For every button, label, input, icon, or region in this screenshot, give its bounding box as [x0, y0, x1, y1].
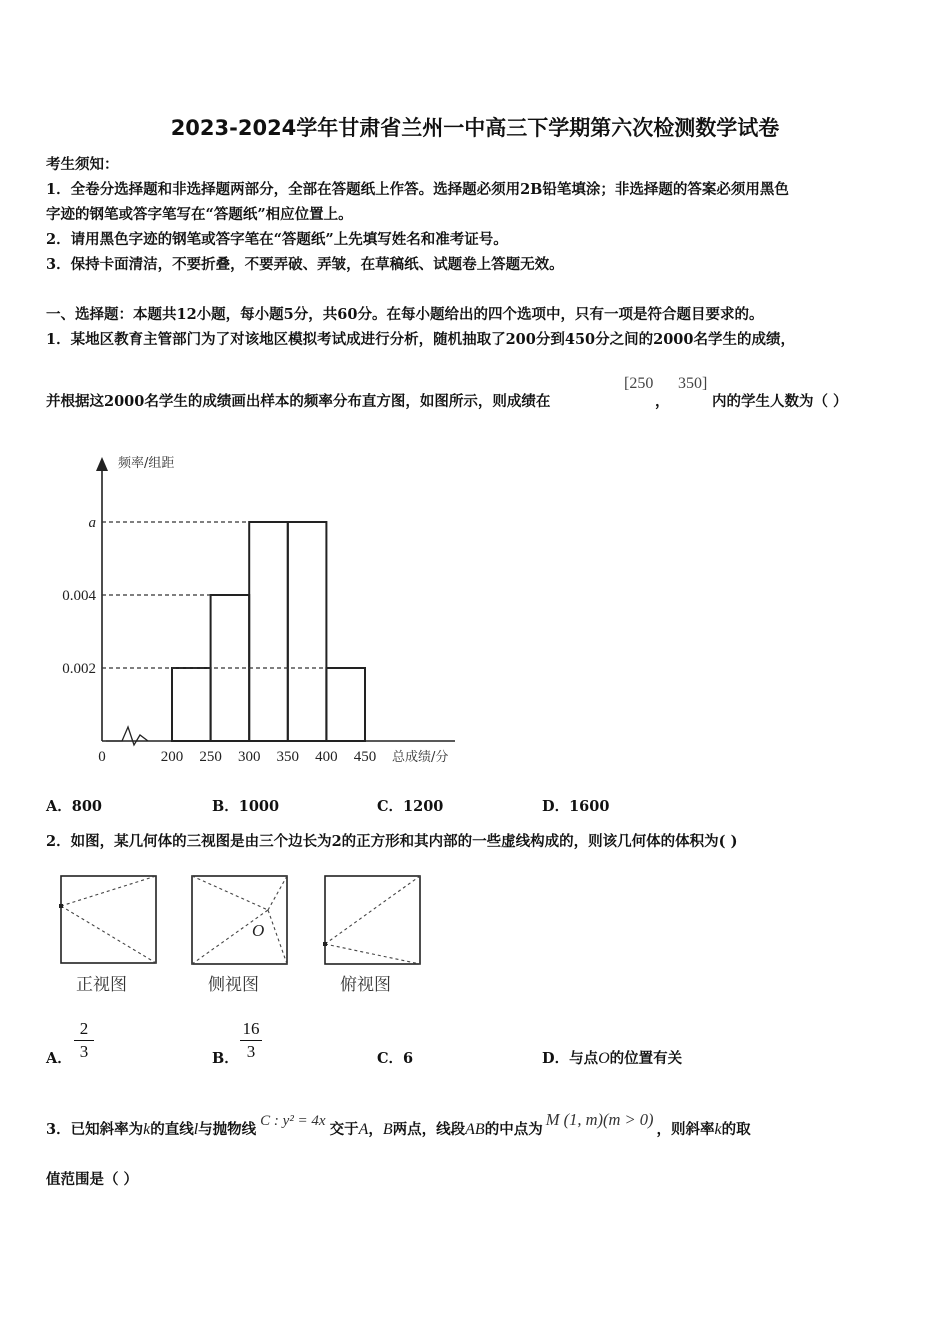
top-view-diagram: [320, 872, 426, 968]
q3-parabola-formula: C : y² = 4x: [260, 1113, 326, 1129]
q2-option-c[interactable]: C．6: [377, 1050, 414, 1067]
q3-text-part: 的取: [721, 1121, 751, 1138]
q3-var-k: k: [143, 1121, 151, 1138]
notice-item-2: 2．请用黑色字迹的钢笔或答字笔在“答题纸”上先填写姓名和准考证号。: [46, 231, 508, 248]
histogram-bar: [249, 522, 288, 741]
q3-text-part: ，则斜率: [656, 1121, 715, 1138]
notice-heading: 考生须知：: [46, 156, 119, 173]
x-tick-label: 400: [315, 749, 338, 765]
q2-option-b-fraction: [240, 1019, 262, 1062]
histogram-bar: [288, 522, 327, 741]
q2-option-a[interactable]: A．: [46, 1050, 72, 1067]
q2-option-d-point: O: [598, 1050, 610, 1067]
q3-text-part: 交于: [329, 1121, 359, 1138]
point-o-label: O: [252, 921, 265, 940]
q2-option-d-suffix: 的位置有关: [609, 1050, 683, 1067]
top-view-label: 俯视图: [340, 975, 391, 995]
side-view-label: 侧视图: [208, 975, 259, 995]
x-tick-label: 300: [237, 749, 261, 765]
q3-text-part: 的中点为: [484, 1121, 543, 1138]
page-title: 2023-2024学年甘肃省兰州一中高三下学期第六次检测数学试卷: [170, 116, 780, 140]
y-tick-label: a: [88, 515, 96, 531]
histogram-bar: [172, 668, 211, 741]
q1-interval-comma: ，: [655, 393, 670, 410]
q2-option-d[interactable]: [542, 1047, 682, 1068]
notice-item-1-cont: 字迹的钢笔或答字笔写在“答题纸”相应位置上。: [46, 206, 353, 223]
q2-option-a-fraction: [74, 1019, 94, 1062]
q3-point-b: B: [382, 1121, 393, 1138]
q1-text: 1．某地区教育主管部门为了对该地区模拟考试成进行分析，随机抽取了200分到450分之间的2000名学生的成绩，: [46, 331, 795, 348]
x-axis-label: 总成绩/分: [392, 750, 449, 765]
fraction-numerator: 16: [242, 1019, 260, 1038]
q2-option-d-prefix: D．与点: [542, 1050, 599, 1067]
frequency-histogram: [30, 445, 470, 775]
notice-item-1: 1．全卷分选择题和非选择题两部分，全部在答题纸上作答。选择题必须用2B铅笔填涂；非选择题的答案必须用黑色: [46, 181, 789, 198]
q3-var-l: l: [193, 1121, 199, 1138]
q1-option-c[interactable]: C．1200: [377, 798, 444, 815]
q1-interval-right: 350]: [678, 375, 708, 392]
front-view-label: 正视图: [76, 975, 127, 995]
fraction-denominator: 3: [246, 1042, 256, 1061]
x-tick-label: 350: [276, 749, 300, 765]
fraction-numerator: 2: [79, 1019, 89, 1038]
q3-var-k: k: [714, 1121, 722, 1138]
q1-interval-left: [250: [624, 375, 654, 392]
notice-item-3: 3．保持卡面清洁，不要折叠，不要弄破、弄皱，在草稿纸、试题卷上答题无效。: [46, 256, 564, 273]
q3-text-part: ，: [368, 1121, 383, 1138]
q3-text: [46, 1110, 751, 1139]
q3-point-a: A: [358, 1121, 369, 1138]
q3-text-part: 3．已知斜率为: [46, 1121, 144, 1138]
side-view-diagram: [188, 872, 294, 968]
q3-text-part: 的直线: [150, 1121, 194, 1138]
y-tick-label: 0.002: [62, 661, 96, 677]
q3-text-part: 与抛物线: [198, 1121, 257, 1138]
fraction-bar: [74, 1040, 94, 1041]
q2-option-b[interactable]: B．: [212, 1050, 239, 1067]
q3-text-part: 两点，线段: [392, 1121, 466, 1138]
axis-break-mark: [106, 727, 148, 745]
y-axis-label: 频率/组距: [118, 456, 175, 471]
q2-text: 2．如图，某几何体的三视图是由三个边长为2的正方形和其内部的一些虚线构成的，则该几何体的体积为( ): [46, 833, 738, 850]
q3-text-cont: 值范围是（ ）: [46, 1171, 139, 1188]
x-tick-label: 200: [160, 749, 184, 765]
q1-option-b[interactable]: B．1000: [212, 798, 280, 815]
q1-text-end: 内的学生人数为（ ）: [712, 393, 848, 410]
x-tick-label: 450: [353, 749, 377, 765]
q1-option-a[interactable]: A．800: [46, 798, 103, 815]
origin-label: 0: [98, 749, 106, 765]
x-tick-label: 250: [199, 749, 222, 765]
fraction-bar: [240, 1040, 262, 1041]
front-view-diagram: [56, 872, 162, 968]
q3-midpoint-formula: M (1, m)(m > 0): [545, 1110, 654, 1129]
q1-option-d[interactable]: D．1600: [542, 798, 610, 815]
q3-segment-ab: AB: [465, 1121, 485, 1138]
section-header: 一、选择题：本题共12小题，每小题5分，共60分。在每小题给出的四个选项中，只有一项是符合题目要求的。: [46, 306, 764, 323]
y-axis-arrow: [96, 457, 108, 471]
histogram-bar: [326, 668, 365, 741]
y-tick-label: 0.004: [62, 588, 96, 604]
fraction-denominator: 3: [79, 1042, 89, 1061]
q1-text-cont: 并根据这2000名学生的成绩画出样本的频率分布直方图，如图所示，则成绩在: [46, 393, 551, 410]
